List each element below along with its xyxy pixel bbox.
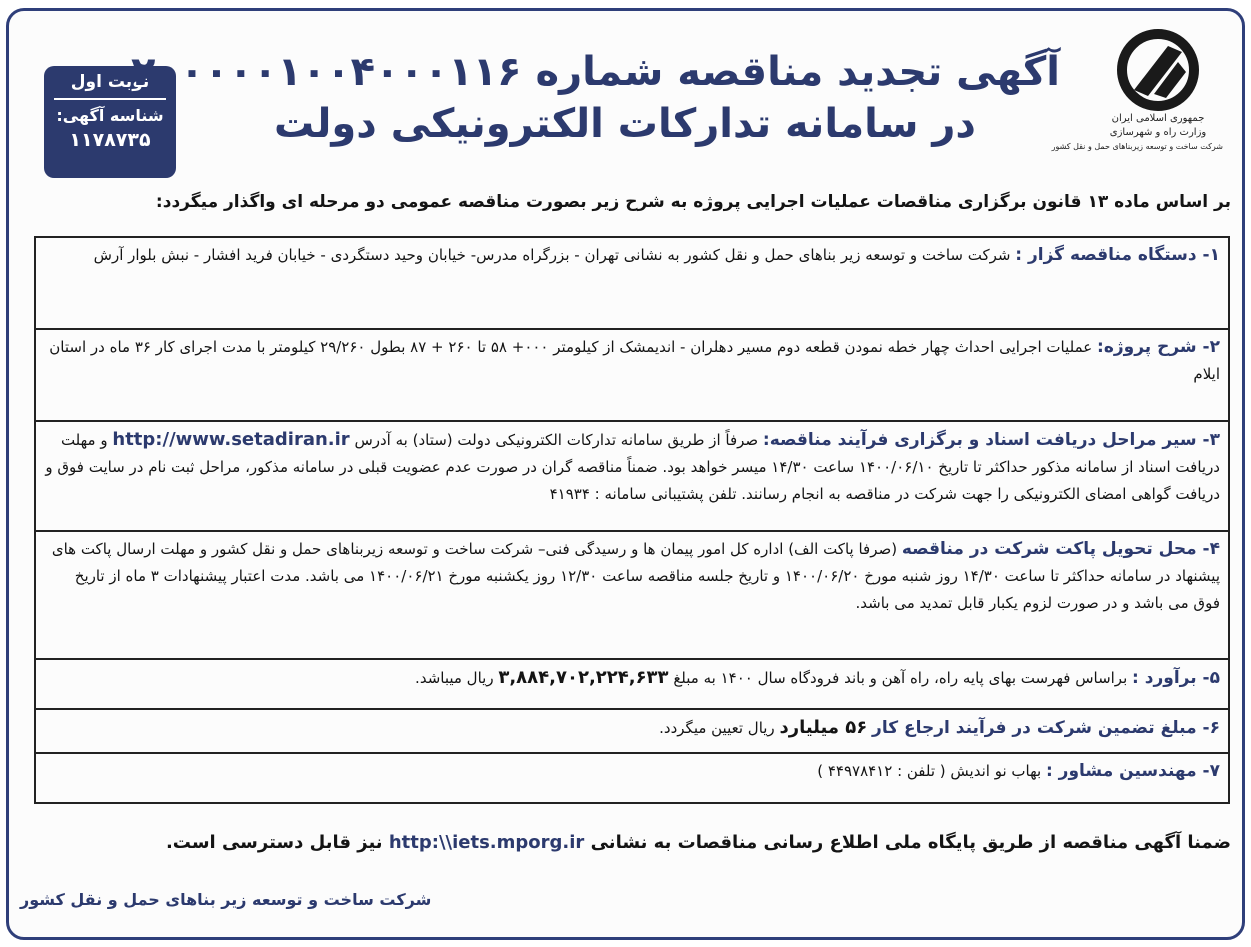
outro-text-a: ضمنا آگهی مناقصه از طریق پایگاه ملی اطلاع رسانی مناقصات به نشانی: [590, 832, 1231, 853]
guarantee-amount: ۵۶ میلیارد: [779, 717, 868, 738]
page-title: [130, 46, 1060, 150]
item-7-body: بهاب نو اندیش ( تلفن : ۴۴۹۷۸۴۱۲ ): [817, 762, 1042, 780]
ad-id-label: شناسه آگهی:: [56, 106, 164, 125]
outro-text-b: نیز قابل دسترسی است.: [165, 832, 383, 853]
header: [0, 0, 1251, 190]
setadiran-link[interactable]: http://www.setadiran.ir: [112, 429, 350, 450]
title-line-1: آگهی تجدید مناقصه شماره ۲۰۰۰۰۰۱۰۰۴۰۰۰۱۱۶: [130, 49, 1060, 95]
badge-divider: [54, 98, 166, 100]
item-3-heading: ۳- سیر مراحل دریافت اسناد و برگزاری فرآیند مناقصه:: [762, 430, 1220, 450]
item-5-body-a: براساس فهرست بهای پایه راه، راه آهن و باند فرودگاه سال ۱۴۰۰ به مبلغ: [673, 669, 1128, 687]
item-envelope-delivery: [36, 532, 1228, 660]
tender-details-table: [34, 236, 1230, 804]
item-6-heading: ۶- مبلغ تضمین شرکت در فرآیند ارجاع کار: [872, 718, 1220, 738]
item-5-heading: ۵- برآورد :: [1132, 668, 1220, 688]
logo-line-3: شرکت ساخت و توسعه زیربناهای حمل و نقل کشور: [1051, 142, 1223, 151]
signature: [20, 890, 1220, 909]
item-document-process: [36, 422, 1228, 532]
ministry-logo-icon: [1116, 28, 1200, 112]
intro-text: بر اساس ماده ۱۳ قانون برگزاری مناقصات عملیات اجرایی پروژه به شرح زیر بصورت مناقصه عمومی دو مرحله ای واگذار میگردد:: [155, 192, 1231, 212]
item-2-heading: ۲- شرح پروژه:: [1097, 337, 1220, 357]
logo-line-2: وزارت راه و شهرسازی: [1109, 127, 1207, 138]
item-guarantee: [36, 710, 1228, 754]
item-estimate: [36, 660, 1228, 710]
item-3-body-b: و مهلت دریافت اسناد از سامانه مذکور حداکثر تا تاریخ ۱۴۰۰/۰۶/۱۰ ساعت ۱۴/۳۰ میسر خواهد بود. ضمناً مناقصه گران در صورت عدم عضویت قبلی در سامانه مذکور، مراحل ثبت نام در سایت فوق و دریافت گواهی امضای الکترونیکی را جهت شرکت در مناقصه به انجام رسانند. تلفن پشتیبانی سامانه : ۴۱۹۳۴: [45, 431, 1220, 503]
logo-line-1: جمهوری اسلامی ایران: [1111, 113, 1205, 124]
item-1-body: شرکت ساخت و توسعه زیر بناهای حمل و نقل کشور به نشانی تهران - بزرگراه مدرس- خیابان وحید دستگردی - خیابان فرید افشار - نبش بلوار آرش: [93, 246, 1011, 264]
iets-link[interactable]: http:\\iets.mporg.ir: [388, 832, 585, 853]
title-line-2: در سامانه تدارکات الکترونیکی دولت: [274, 101, 976, 147]
item-5-body-b: ریال میباشد.: [415, 669, 494, 687]
signature-text: شرکت ساخت و توسعه زیر بناهای حمل و نقل کشور: [20, 890, 432, 909]
item-3-body-a: صرفاً از طریق سامانه تدارکات الکترونیکی دولت (ستاد) به آدرس: [354, 431, 759, 449]
round-label: نوبت اول: [70, 72, 150, 92]
item-4-heading: ۴- محل تحویل پاکت شرکت در مناقصه: [901, 539, 1220, 559]
outro-text: [20, 832, 1231, 853]
item-1-heading: ۱- دستگاه مناقصه گزار :: [1015, 245, 1220, 265]
ad-id-value: ۱۱۷۸۷۳۵: [69, 129, 151, 151]
logo: [1051, 28, 1223, 178]
item-6-body: ریال تعیین میگردد.: [659, 719, 775, 737]
estimate-amount: ۳,۸۸۴,۷۰۲,۲۲۴,۶۳۳: [498, 667, 669, 688]
item-project-description: [36, 330, 1228, 422]
item-consultant: [36, 754, 1228, 802]
item-7-heading: ۷- مهندسین مشاور :: [1045, 761, 1220, 781]
item-2-body: عملیات اجرایی احداث چهار خطه نمودن قطعه دوم مسیر دهلران - اندیمشک از کیلومتر ۰۰۰+ ۵۸ تا ۲۶۰ + ۸۷ بطول ۲۹/۲۶۰ کیلومتر با مدت اجرای کار ۳۶ ماه در استان ایلام: [49, 338, 1220, 383]
item-4-body: (صرفا پاکت الف) اداره کل امور پیمان ها و رسیدگی فنی– شرکت ساخت و توسعه زیربناهای حمل و نقل کشور و مهلت ارسال پاکت های پیشنهاد در سامانه حداکثر تا ساعت ۱۴/۳۰ روز شنبه مورخ ۱۴۰۰/۰۶/۲۰ و تاریخ جلسه مناقصه ساعت ۱۲/۳۰ روز یکشنبه مورخ ۱۴۰۰/۰۶/۲۱ می باشد. مدت اعتبار پیشنهادات ۳ ماه از تاریخ فوق می باشد و در صورت لزوم یکبار قابل تمدید می باشد.: [51, 540, 1220, 612]
item-tendering-authority: [36, 238, 1228, 330]
